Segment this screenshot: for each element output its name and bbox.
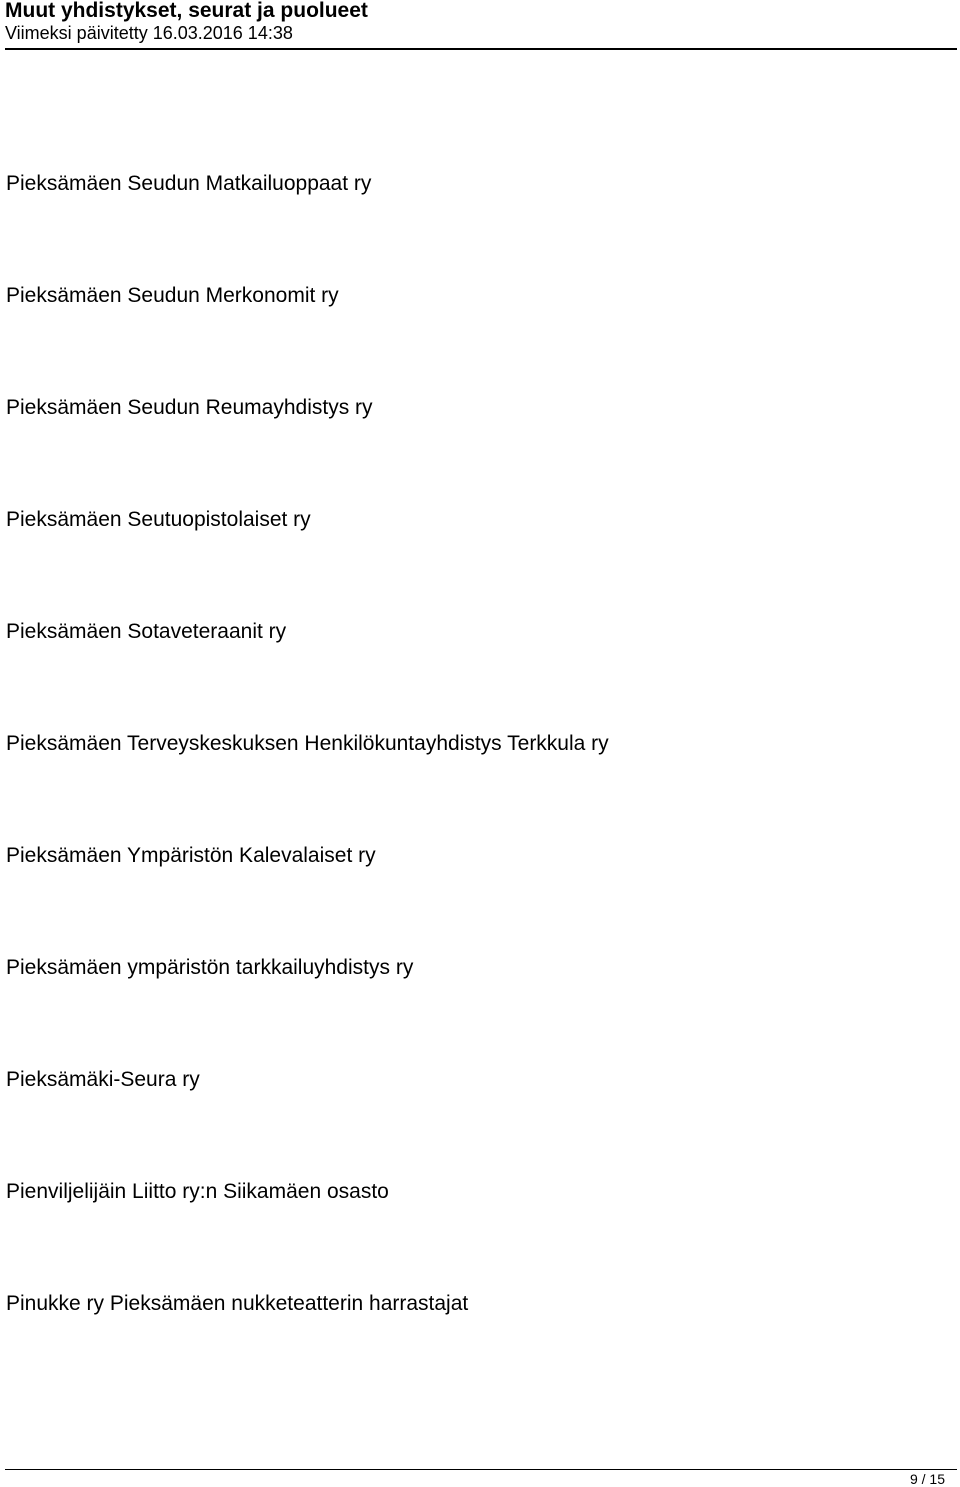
list-item: Pienviljelijäin Liitto ry:n Siikamäen osasto [6, 1180, 389, 1203]
last-updated: Viimeksi päivitetty 16.03.2016 14:38 [5, 23, 293, 43]
list-item: Pinukke ry Pieksämäen nukketeatterin harrastajat [6, 1292, 469, 1315]
page-number: 9 / 15 [909, 1471, 945, 1487]
footer-divider [5, 1469, 957, 1470]
page-header [0, 0, 960, 52]
list-item: Pieksämäen ympäristön tarkkailuyhdistys ry [6, 956, 414, 979]
header-divider [5, 48, 957, 50]
list-item: Pieksämäen Seudun Reumayhdistys ry [6, 396, 373, 419]
list-item: Pieksämäen Seudun Matkailuoppaat ry [6, 172, 372, 195]
list-item: Pieksämäen Seutuopistolaiset ry [6, 508, 311, 531]
list-item: Pieksämäen Sotaveteraanit ry [6, 620, 287, 643]
list-item: Pieksämäki-Seura ry [6, 1068, 200, 1091]
list-item: Pieksämäen Terveyskeskuksen Henkilökuntayhdistys Terkkula ry [6, 732, 609, 755]
list-item: Pieksämäen Seudun Merkonomit ry [6, 284, 339, 307]
page-title: Muut yhdistykset, seurat ja puolueet [5, 0, 368, 22]
list-item: Pieksämäen Ympäristön Kalevalaiset ry [6, 844, 376, 867]
